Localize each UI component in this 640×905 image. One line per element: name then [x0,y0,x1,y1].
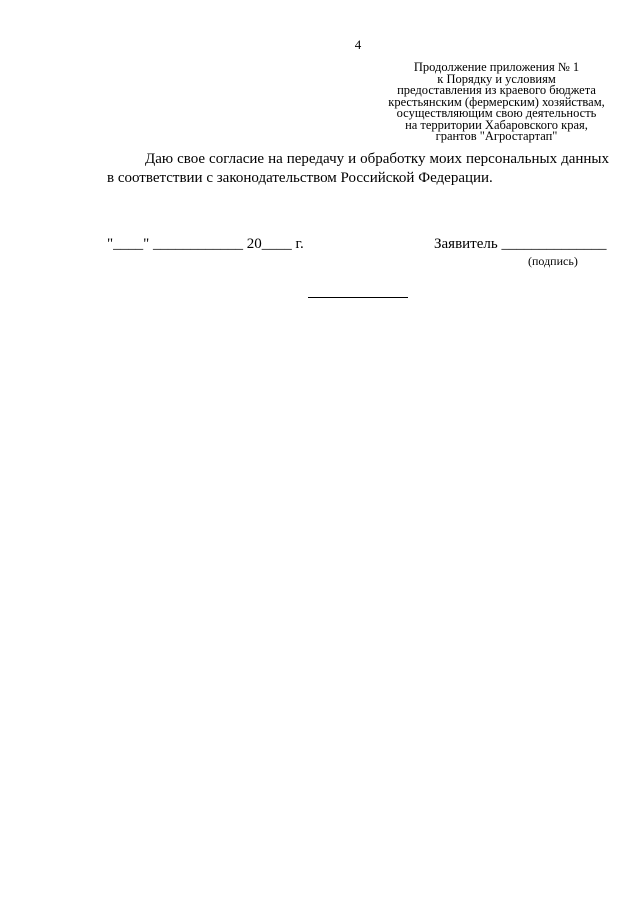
annex-line: осуществляющим свою деятельность [396,106,597,120]
annex-line: к Порядку и условиям [437,71,556,86]
annex-line: грантов "Агростартап" [435,129,558,143]
annex-line: предоставления из краевого бюджета [397,83,596,97]
consent-paragraph: Даю свое согласие на передачу и обработку моих персональных данных в соответствии с законодательством Российской Федерации. [107,151,609,186]
page-number: 4 [354,37,362,52]
end-divider [308,297,408,298]
annex-line: на территории Хабаровского края, [405,117,588,132]
annex-heading [364,62,629,143]
annex-line: Продолжение приложения № 1 [413,60,580,74]
date-field: "____" ____________ 20____ г. [107,236,304,252]
applicant-signature-field: Заявитель ______________ [434,236,607,252]
annex-line: крестьянским (фермерским) хозяйствам, [388,94,605,109]
signature-caption: (подпись) [528,254,578,268]
